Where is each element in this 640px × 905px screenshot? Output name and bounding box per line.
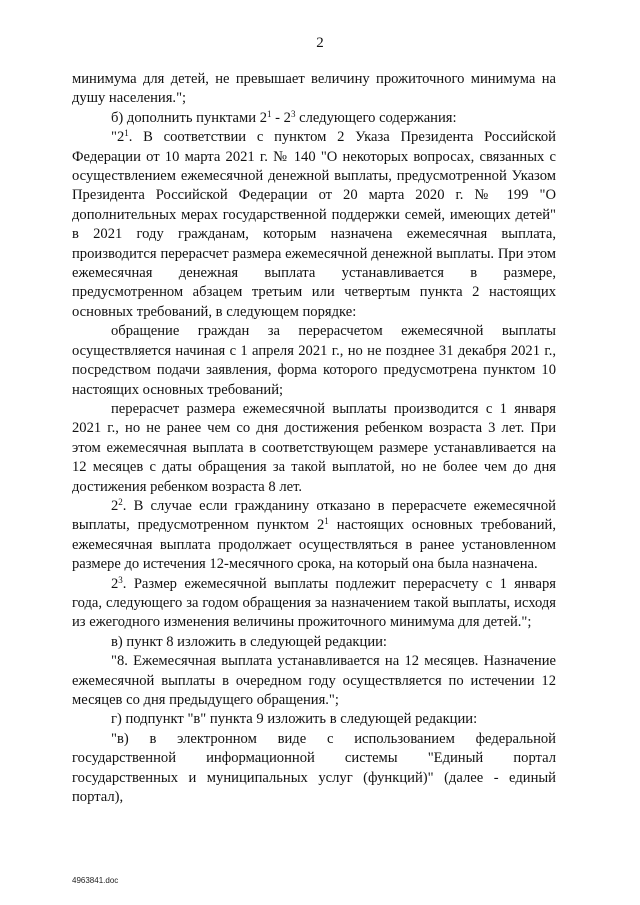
text-fragment: . Размер ежемесячной выплаты подлежит перерасчету с 1 января года, следующего за годом обращения за назначением такой выплаты, исходя из ежегодного изменения величины прожиточного минимума для детей."; [72, 575, 556, 631]
superscript: 3 [118, 574, 123, 585]
paragraph-item-v: в) пункт 8 изложить в следующей редакции: [111, 633, 387, 650]
paragraph-point-8: "8. Ежемесячная выплата устанавливается на 12 месяцев. Назначение ежемесячной выплаты в очередном году осуществляется по истечении 12 месяцев со дня предыдущего обращения."; [72, 653, 556, 708]
superscript: 3 [290, 108, 296, 119]
text-fragment: б) дополнить пунктами 2 [111, 109, 267, 126]
paragraph-point-2-3 [72, 575, 556, 633]
paragraph-item-b [72, 109, 556, 128]
text-fragment: "2 [111, 129, 125, 146]
text-fragment: следующего содержания: [295, 109, 457, 126]
text-fragment: 2 [111, 575, 119, 592]
paragraph-item-g: г) подпункт "в" пункта 9 изложить в следующей редакции: [111, 711, 478, 728]
paragraph-recalculation-terms: перерасчет размера ежемесячной выплаты производится с 1 января 2021 г., но не ранее чем со дня достижения ребенком возраста 3 лет. При этом ежемесячная выплата в соответствующем размере устанавливается на 12 месяцев с даты обращения за такой выплатой, но не более чем до дня достижения ребенком возраста 8 лет. [72, 400, 556, 495]
paragraph-subitem-v: "в) в электронном виде с использованием федеральной государственной информационной системы "Единый портал государственных и муниципальных услуг (функций)" (далее - единый портал), [72, 730, 556, 806]
superscript: 1 [267, 108, 272, 119]
paragraph-continuation: минимума для детей, не превышает величину прожиточного минимума на душу населения."; [72, 71, 556, 107]
text-fragment: . В соответствии с пунктом 2 Указа Президента Российской Федерации от 10 марта 2021 г. № 140 "О некоторых вопросах, связанных с осуществлением ежемесячной денежной выплаты, предусмотренной Указом Президента Российской Федерации от 20 марта 2020 г. № 199 "О дополнительных мерах государственной поддержки семей, имеющих детей" в 2021 году гражданам, которым назначена ежемесячная выплата, производится перерасчет размера ежемесячной денежной выплаты. При этом ежемесячная денежная выплата устанавливается в размере, предусмотренном абзацем третьим или четвертым пункта 2 настоящих основных требований, в следующем порядке: [72, 129, 556, 320]
page-number: 2 [316, 35, 324, 51]
superscript: 1 [324, 516, 329, 527]
paragraph-application-terms: обращение граждан за перерасчетом ежемесячной выплаты осуществляется начиная с 1 апреля 2021 г., но не позднее 31 декабря 2021 г., посредством подачи заявления, форма которого предусмотрена пунктом 10 настоящих основных требований; [72, 323, 556, 398]
paragraph-point-2-2 [72, 497, 556, 575]
text-fragment: - 2 [271, 109, 291, 126]
text-fragment: 2 [111, 497, 119, 514]
text-fragment: настоящих основных требований, ежемесячная выплата продолжает осуществляться в ранее установленном размере до истечения 12-месячного срока, на который она была назначена. [72, 517, 556, 573]
footer-file-code: 4963841.doc [72, 876, 119, 885]
document-body [72, 70, 556, 807]
paragraph-point-2-1 [72, 128, 556, 322]
superscript: 2 [118, 496, 123, 507]
superscript: 1 [124, 128, 129, 139]
text-fragment: . В случае если гражданину отказано в перерасчете ежемесячной выплаты, предусмотренном пунктом 2 [72, 497, 556, 534]
